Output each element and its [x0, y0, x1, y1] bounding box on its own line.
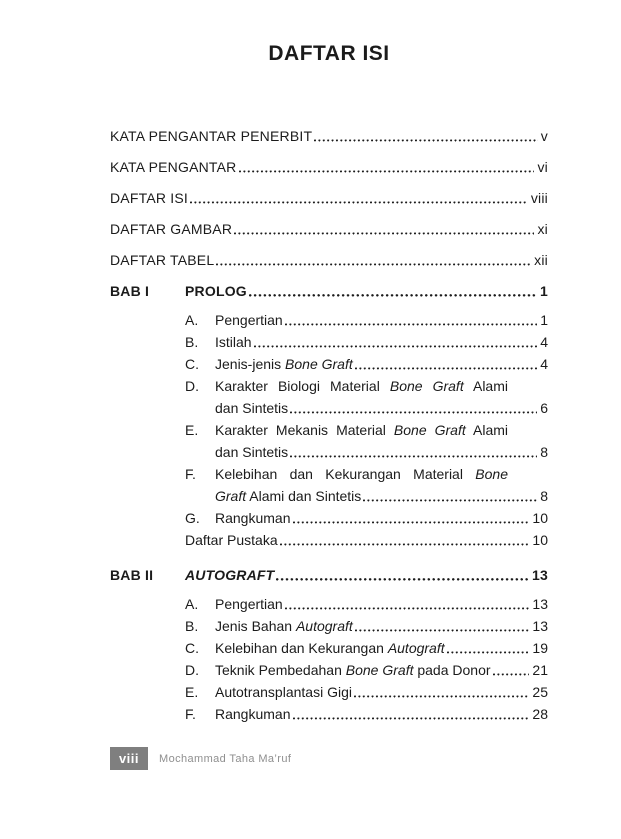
chapter-label: BAB I	[110, 283, 150, 299]
toc-item-line	[215, 309, 548, 331]
chapter-list	[110, 283, 548, 725]
toc-item-text	[215, 615, 353, 637]
toc-text: Pengertian	[215, 312, 283, 328]
toc-item-letter: G.	[185, 510, 200, 526]
toc-content	[110, 42, 548, 725]
toc-item-line	[215, 703, 548, 725]
dot-leader	[280, 529, 530, 551]
dot-leader	[314, 128, 538, 144]
toc-page-number: 4	[540, 356, 548, 372]
toc-item-text	[215, 703, 291, 725]
toc-page-number: viii	[530, 190, 548, 206]
page-title: DAFTAR ISI	[268, 42, 390, 65]
toc-text-italic: Bone Graft	[389, 378, 464, 394]
dot-leader	[285, 593, 530, 615]
toc-item	[185, 507, 548, 529]
chapter-title: PROLOG	[185, 283, 247, 299]
toc-text: dan Sintetis	[215, 400, 289, 416]
toc-item-body	[215, 593, 548, 615]
toc-item-line	[215, 615, 548, 637]
toc-text: Alami dan Sintetis	[246, 488, 362, 504]
toc-text-italic: Bone Graft	[285, 356, 353, 372]
toc-item-line	[215, 637, 548, 659]
toc-item-text	[215, 441, 288, 463]
toc-item-letter: A.	[185, 596, 199, 612]
toc-item	[185, 353, 548, 375]
toc-entry-label: KATA PENGANTAR PENERBIT	[110, 128, 313, 144]
toc-text: Kelebihan dan Kekurangan	[215, 640, 388, 656]
toc-text: pada Donor	[413, 662, 491, 678]
toc-page-number: 8	[540, 444, 548, 460]
toc-item-text	[215, 353, 353, 375]
toc-entry-label: DAFTAR TABEL	[110, 252, 215, 268]
dot-leader	[254, 331, 538, 353]
toc-item-text	[215, 659, 491, 681]
chapter-label: BAB II	[110, 567, 154, 583]
toc-page-number: 1	[540, 283, 548, 299]
dot-leader	[249, 283, 537, 299]
dot-leader	[234, 221, 534, 237]
toc-text: Daftar Pustaka	[185, 532, 278, 548]
toc-item	[185, 463, 548, 507]
dot-leader	[363, 485, 537, 507]
toc-item-text	[215, 397, 288, 419]
chapter-heading	[110, 567, 548, 583]
toc-page-number: 1	[540, 312, 548, 328]
dot-leader	[355, 615, 530, 637]
dot-leader	[239, 159, 535, 175]
toc-entry-label: KATA PENGANTAR	[110, 159, 237, 175]
toc-item-letter: C.	[185, 640, 199, 656]
toc-page-number: xii	[534, 252, 548, 268]
dot-leader	[276, 567, 529, 583]
toc-text: Alami	[463, 378, 508, 394]
toc-chapter	[110, 283, 548, 551]
toc-front-entry	[110, 221, 548, 237]
table-of-contents	[110, 128, 548, 725]
dot-leader	[190, 190, 528, 206]
dot-leader	[355, 353, 537, 375]
toc-page-number: 13	[532, 596, 548, 612]
toc-item-letter: D.	[185, 662, 199, 678]
toc-page-number: v	[540, 128, 548, 144]
toc-item	[185, 681, 548, 703]
toc-text: Jenis Bahan	[215, 618, 296, 634]
toc-item	[185, 615, 548, 637]
toc-item-text	[215, 309, 283, 331]
dot-leader	[354, 681, 529, 703]
toc-item-letter: B.	[185, 618, 199, 634]
toc-page-number: 4	[540, 334, 548, 350]
toc-front-entry	[110, 128, 548, 144]
toc-item	[185, 331, 548, 353]
toc-item-body	[215, 507, 548, 529]
toc-page-number: 8	[540, 488, 548, 504]
toc-front-entry	[110, 159, 548, 175]
toc-item-line	[215, 441, 548, 463]
toc-item-text	[215, 485, 361, 507]
toc-item-letter: B.	[185, 334, 199, 350]
toc-item-line	[215, 375, 548, 397]
dot-leader	[447, 637, 530, 659]
toc-item	[185, 309, 548, 331]
toc-page-number: vi	[537, 159, 548, 175]
page-footer	[110, 747, 291, 770]
toc-item-body	[215, 615, 548, 637]
toc-item-body	[215, 463, 548, 507]
dot-leader	[216, 252, 531, 268]
toc-text: Rangkuman	[215, 706, 291, 722]
dot-leader	[290, 397, 537, 419]
toc-item-body	[185, 529, 548, 551]
toc-page-number: 21	[532, 662, 548, 678]
dot-leader	[293, 703, 530, 725]
toc-item-line	[215, 593, 548, 615]
toc-item	[185, 593, 548, 615]
toc-item	[185, 529, 548, 551]
toc-page-number: 10	[532, 532, 548, 548]
toc-text: Pengertian	[215, 596, 283, 612]
toc-item-line	[215, 419, 548, 441]
toc-text-italic: Bone Graft	[393, 422, 466, 438]
toc-item-line	[215, 397, 548, 419]
toc-page-number: 13	[532, 618, 548, 634]
toc-item-letter: A.	[185, 312, 199, 328]
toc-item-letter: C.	[185, 356, 199, 372]
toc-entry-label: DAFTAR ISI	[110, 190, 188, 206]
footer-author: Mochammad Taha Ma’ruf	[159, 752, 292, 765]
dot-leader	[290, 441, 537, 463]
toc-text-italic: Autograft	[387, 640, 445, 656]
toc-text: Karakter Mekanis Material	[215, 422, 394, 438]
toc-text: Rangkuman	[215, 510, 291, 526]
toc-item-letter: D.	[185, 378, 199, 394]
dot-leader	[285, 309, 537, 331]
toc-front-entry	[110, 252, 548, 268]
chapter-heading	[110, 283, 548, 299]
toc-item-text	[215, 637, 445, 659]
toc-front-entry	[110, 190, 548, 206]
toc-text-italic: Bone	[475, 466, 508, 482]
toc-page-number: 13	[532, 567, 548, 583]
chapter-items	[185, 593, 548, 725]
toc-page-number: 19	[532, 640, 548, 656]
chapter-title: AUTOGRAFT	[185, 567, 275, 583]
toc-item-body	[215, 419, 548, 463]
toc-item-line	[215, 659, 548, 681]
toc-item	[185, 659, 548, 681]
toc-page-number: 25	[532, 684, 548, 700]
toc-text: Autotransplantasi Gigi	[215, 684, 352, 700]
toc-chapter	[110, 567, 548, 725]
toc-page-number: xi	[537, 221, 548, 237]
toc-text: Teknik Pembedahan	[215, 662, 346, 678]
page-number-badge: viii	[110, 747, 148, 770]
toc-item	[185, 637, 548, 659]
toc-text: Karakter Biologi Material	[215, 378, 390, 394]
toc-item-line	[215, 463, 548, 485]
toc-item-text	[215, 507, 291, 529]
toc-item-line	[215, 485, 548, 507]
toc-text: dan Sintetis	[215, 444, 289, 460]
toc-item	[185, 419, 548, 463]
toc-item-letter: E.	[185, 684, 199, 700]
toc-page-number: 6	[540, 400, 548, 416]
toc-item-body	[215, 309, 548, 331]
toc-text-italic: Autograft	[295, 618, 353, 634]
toc-item	[185, 375, 548, 419]
toc-item-body	[215, 681, 548, 703]
toc-text: Jenis-jenis	[215, 356, 286, 372]
toc-item-line	[215, 507, 548, 529]
toc-page-number: 28	[532, 706, 548, 722]
toc-entry-label: DAFTAR GAMBAR	[110, 221, 233, 237]
toc-text: Alami	[465, 422, 509, 438]
toc-item-text	[185, 529, 278, 551]
toc-text-italic: Graft	[215, 488, 247, 504]
dot-leader	[493, 659, 530, 681]
toc-item-body	[215, 375, 548, 419]
toc-item-body	[215, 659, 548, 681]
toc-item-letter: F.	[185, 706, 196, 722]
toc-text: Istilah	[215, 334, 252, 350]
toc-item-text	[215, 331, 252, 353]
dot-leader	[293, 507, 530, 529]
toc-item-body	[215, 703, 548, 725]
toc-item-body	[215, 353, 548, 375]
toc-item-text	[215, 681, 352, 703]
toc-item-line	[215, 353, 548, 375]
toc-item-letter: F.	[185, 466, 196, 482]
toc-item-line	[185, 529, 548, 551]
toc-item-body	[215, 637, 548, 659]
toc-item-text	[215, 593, 283, 615]
toc-item-line	[215, 331, 548, 353]
toc-item-letter: E.	[185, 422, 199, 438]
toc-text: Kelebihan dan Kekurangan Material	[215, 466, 476, 482]
toc-page-number: 10	[532, 510, 548, 526]
front-matter-list	[110, 128, 548, 268]
toc-text-italic: Bone Graft	[345, 662, 414, 678]
toc-item-body	[215, 331, 548, 353]
toc-item	[185, 703, 548, 725]
toc-item-line	[215, 681, 548, 703]
chapter-items	[185, 309, 548, 551]
